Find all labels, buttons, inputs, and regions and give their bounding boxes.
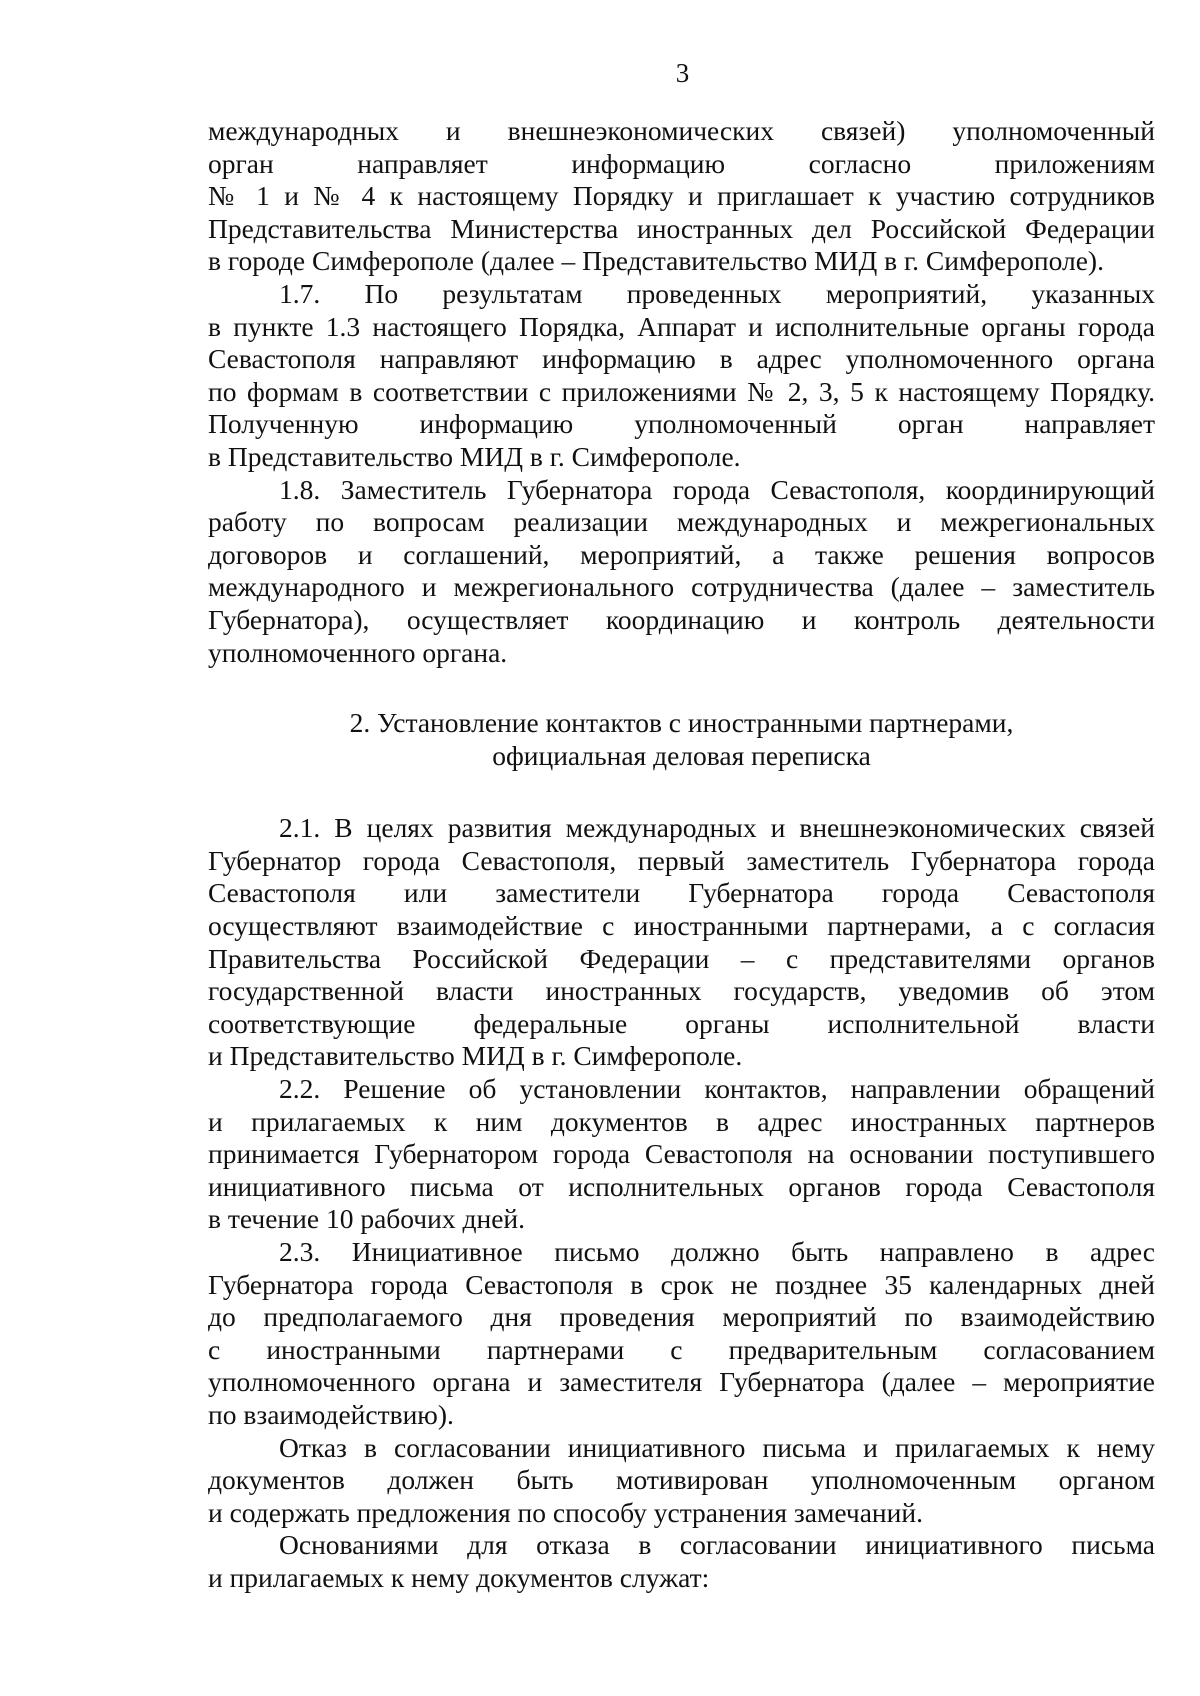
text-line: международных и внешнеэкономических связей) уполномоченный	[208, 115, 1155, 146]
text-line: Основаниями для отказа в согласовании инициативного письма	[279, 1529, 1155, 1561]
text-line: инициативного письма от исполнительных органов города Севастополя	[208, 1170, 1155, 1202]
text-line: Губернатора), осуществляет координацию и контроль деятельности	[208, 603, 1155, 635]
paragraph-2-2	[208, 1073, 1155, 1236]
text-line: осуществляют взаимодействие с иностранными партнерами, а с согласия	[208, 910, 1155, 942]
text-line: в Представительство МИД в г. Симферополе.	[208, 440, 741, 472]
text-line: Представительства Министерства иностранных дел Российской Федерации	[208, 212, 1155, 244]
text-line: международного и межрегионального сотрудничества (далее – заместитель	[208, 571, 1155, 603]
text-line: уполномоченного органа и заместителя Губернатора (далее – мероприятие	[208, 1366, 1155, 1398]
text-line: 2.2. Решение об установлении контактов, направлении обращений	[279, 1073, 1155, 1105]
text-line: документов должен быть мотивирован уполномоченным органом	[208, 1464, 1155, 1496]
text-line: Севастополя или заместители Губернатора города Севастополя	[208, 877, 1155, 909]
paragraph-1-7	[208, 278, 1155, 474]
document-body	[208, 115, 1155, 1595]
paragraph-continuation	[208, 115, 1155, 278]
text-line: Севастополя направляют информацию в адрес уполномоченного органа	[208, 343, 1155, 375]
section-heading-line-2: официальная деловая переписка	[492, 739, 871, 771]
text-line: работу по вопросам реализации международных и межрегиональных	[208, 506, 1155, 538]
text-line: Губернатор города Севастополя, первый заместитель Губернатора города	[208, 844, 1155, 876]
text-line: соответствующие федеральные органы исполнительной власти	[208, 1007, 1155, 1039]
text-line: и прилагаемых к нему документов служат:	[208, 1561, 710, 1593]
text-line: и Представительство МИД в г. Симферополе.	[208, 1040, 743, 1072]
text-line: Полученную информацию уполномоченный орган направляет	[208, 408, 1155, 440]
text-line: и прилагаемых к ним документов в адрес иностранных партнеров	[208, 1105, 1155, 1137]
text-line: Отказ в согласовании инициативного письма и прилагаемых к нему	[279, 1431, 1155, 1463]
text-line: 1.7. По результатам проведенных мероприятий, указанных	[279, 277, 1155, 309]
text-line: орган направляет информацию согласно приложениям	[208, 147, 1155, 179]
text-line: 2.1. В целях развития международных и внешнеэкономических связей	[279, 812, 1155, 844]
text-line: в пункте 1.3 настоящего Порядка, Аппарат и исполнительные органы города	[208, 310, 1155, 342]
section-heading-line-1: 2. Установление контактов с иностранными партнерами,	[349, 707, 1014, 739]
text-line: Губернатора города Севастополя в срок не позднее 35 календарных дней	[208, 1268, 1155, 1300]
paragraph-refusal	[208, 1432, 1155, 1530]
paragraph-1-8	[208, 474, 1155, 670]
text-line: 2.3. Инициативное письмо должно быть направлено в адрес	[279, 1236, 1155, 1267]
text-line: государственной власти иностранных государств, уведомив об этом	[208, 975, 1155, 1007]
page-number: 3	[675, 58, 690, 88]
text-line: Правительства Российской Федерации – с представителями органов	[208, 942, 1155, 974]
text-line: принимается Губернатором города Севастополя на основании поступившего	[208, 1138, 1155, 1170]
text-line: по взаимодействию).	[208, 1398, 454, 1430]
text-line: с иностранными партнерами с предварительным согласованием	[208, 1333, 1155, 1365]
text-line: до предполагаемого дня проведения мероприятий по взаимодействию	[208, 1301, 1155, 1333]
paragraph-grounds	[208, 1529, 1155, 1594]
section-heading	[208, 707, 1155, 772]
text-line: 1.8. Заместитель Губернатора города Севастополя, координирующий	[279, 473, 1155, 505]
paragraph-2-3	[208, 1236, 1155, 1432]
text-line: по формам в соответствии с приложениями № 2, 3, 5 к настоящему Порядку.	[208, 375, 1155, 407]
text-line: договоров и соглашений, мероприятий, а также решения вопросов	[208, 538, 1155, 570]
paragraph-2-1	[208, 812, 1155, 1073]
text-line: в городе Симферополе (далее – Представительство МИД в г. Симферополе).	[208, 245, 1104, 277]
text-line: уполномоченного органа.	[208, 636, 508, 668]
text-line: № 1 и № 4 к настоящему Порядку и приглашает к участию сотрудников	[208, 180, 1155, 212]
text-line: в течение 10 рабочих дней.	[208, 1203, 525, 1235]
text-line: и содержать предложения по способу устранения замечаний.	[208, 1496, 923, 1528]
